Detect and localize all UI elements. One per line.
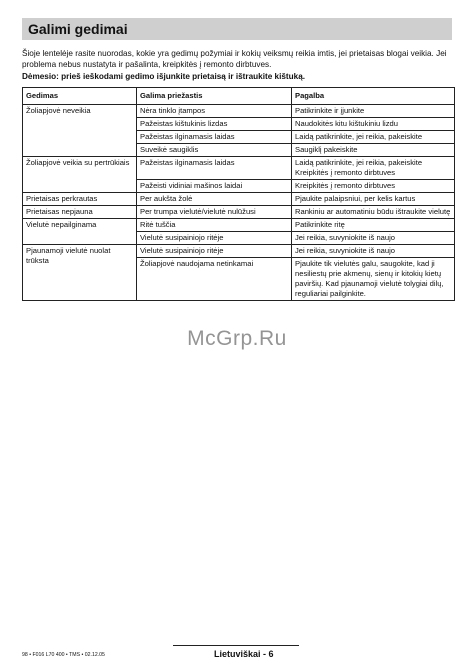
cause-item: Vielutė susipainiojo ritėje: [137, 231, 291, 244]
intro-text: Šioje lentelėje rasite nuorodas, kokie yra gedimų požymiai ir kokių veiksmų reikia imtis, jei prietaisas blogai veikia. Jei problema nebus nustatyta ir pašalinta, kreipkitės į remonto dirbtuves.: [22, 49, 447, 69]
cause-item: Suveikė saugiklis: [137, 143, 291, 156]
table-header-row: [23, 88, 455, 105]
fault-cell: Žoliapjovė neveikia: [23, 105, 137, 157]
fault-cell: Prietaisas nepjauna: [23, 206, 137, 219]
remedy-cell: [292, 157, 455, 193]
remedy-item: Laidą patikrinkite, jei reikia, pakeiskite: [292, 130, 454, 143]
fault-cell: Vielutė nepailginama: [23, 219, 137, 245]
warning-text: Dėmesio: prieš ieškodami gedimo išjunkite prietaisą ir ištraukite kištuką.: [22, 72, 306, 81]
remedy-item: Laidą patikrinkite, jei reikia, pakeiskite Kreipkitės į remonto dirbtuves: [295, 158, 423, 177]
fault-table: [22, 87, 455, 301]
cause-cell: Per aukšta žolė: [137, 193, 292, 206]
remedy-item: Jei reikia, suvyniokite iš naujo: [295, 246, 396, 255]
table-row: [23, 245, 455, 301]
remedy-cell: [292, 105, 455, 157]
table-row: [23, 219, 455, 245]
cause-cell: [137, 219, 292, 245]
remedy-item: Saugiklį pakeiskite: [292, 143, 454, 156]
table-row: [23, 157, 455, 193]
cause-item: Vielutė susipainiojo ritėje: [140, 246, 224, 255]
cause-item: Pažeistas ilginamasis laidas: [140, 158, 235, 167]
cause-cell: [137, 157, 292, 193]
remedy-item: Patikrinkite ir įjunkite: [295, 106, 365, 115]
fault-cell: Pjaunamoji vielutė nuolat trūksta: [23, 245, 137, 301]
cause-item: Pažeistas kištukinis lizdas: [137, 117, 291, 130]
fault-cell: Žoliapjovė veikia su pertrūkiais: [23, 157, 137, 193]
header-cause: Galima priežastis: [137, 88, 292, 105]
remedy-item: Jei reikia, suvyniokite iš naujo: [292, 231, 454, 244]
cause-item: Ritė tuščia: [140, 220, 176, 229]
footer-page-label: Lietuviškai - 6: [214, 649, 274, 659]
header-fault: Gedimas: [23, 88, 137, 105]
fault-cell: Prietaisas perkrautas: [23, 193, 137, 206]
table-row: [23, 206, 455, 219]
table-row: [23, 105, 455, 157]
watermark-text: McGrp.Ru: [187, 327, 287, 350]
footer-divider: [173, 645, 299, 646]
cause-item: Pažeistas ilginamasis laidas: [137, 130, 291, 143]
cause-cell: Per trumpa vielutė/vielutė nulūžusi: [137, 206, 292, 219]
remedy-cell: [292, 245, 455, 301]
remedy-item: Naudokitės kitu kištukiniu lizdu: [292, 117, 454, 130]
remedy-cell: [292, 219, 455, 245]
footer-print-code: 98 • F016 L70 400 • TMS • 02.12.05: [22, 652, 105, 658]
cause-cell: [137, 105, 292, 157]
remedy-item: Patikrinkite ritę: [295, 220, 345, 229]
header-remedy: Pagalba: [292, 88, 455, 105]
remedy-cell: Pjaukite palaipsniui, per kelis kartus: [292, 193, 455, 206]
table-row: [23, 193, 455, 206]
cause-item: Nėra tinklo įtampos: [140, 106, 205, 115]
cause-item: Pažeisti vidiniai mašinos laidai: [137, 179, 291, 192]
cause-item: Žoliapjovė naudojama netinkamai: [137, 257, 291, 270]
intro-block: [22, 48, 454, 82]
section-title: Galimi gedimai: [22, 18, 452, 40]
cause-cell: [137, 245, 292, 301]
remedy-item: Kreipkitės į remonto dirbtuves: [292, 179, 454, 192]
remedy-cell: Rankiniu ar automatiniu būdu ištraukite vielutę: [292, 206, 455, 219]
remedy-item: Pjaukite tik vielutės galu, saugokite, kad ji nesiliestų prie akmenų, sienų ir kitokių kietų paviršių. Kad pjaunamoji vielutė tolygiai dilų, reguliariai pailginkite.: [292, 257, 454, 300]
